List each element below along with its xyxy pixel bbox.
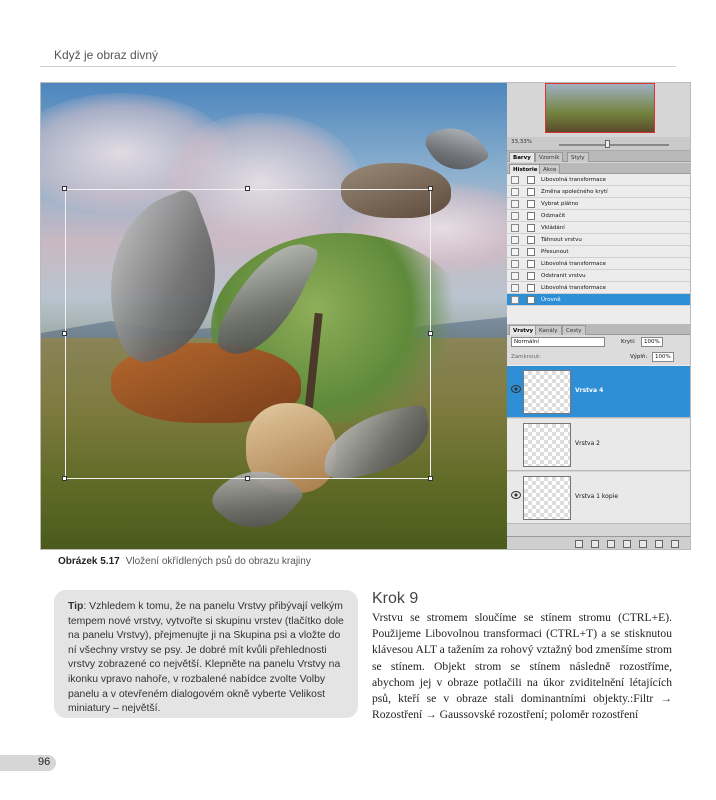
checkbox-icon[interactable] (511, 284, 519, 292)
history-item[interactable] (507, 246, 691, 258)
checkbox-icon[interactable] (511, 248, 519, 256)
figure-screenshot (40, 82, 691, 550)
history-item-selected[interactable] (507, 294, 691, 306)
history-item-label: Změna společného krytí (541, 189, 608, 195)
history-item-label: Libovolná transformace (541, 285, 606, 291)
lock-label: Zamknout: (511, 354, 542, 360)
folder-icon[interactable] (639, 540, 647, 548)
history-item[interactable] (507, 282, 691, 294)
caption-text: Vložení okřídlených psů do obrazu krajiny (125, 556, 311, 567)
levels-icon (527, 296, 535, 304)
tab-barvy[interactable]: Barvy (509, 152, 535, 162)
transform-bounding-box[interactable] (65, 189, 431, 479)
transform-handle[interactable] (62, 331, 67, 336)
zoom-value[interactable]: 33,33% (511, 139, 532, 145)
history-item-label: Odznačit (541, 213, 566, 219)
history-item[interactable] (507, 270, 691, 282)
new-layer-icon[interactable] (655, 540, 663, 548)
tab-akce[interactable]: Akce (539, 164, 560, 174)
adjustment-icon[interactable] (623, 540, 631, 548)
transform-handle[interactable] (428, 186, 433, 191)
figure-caption (58, 556, 311, 567)
transform-handle[interactable] (62, 186, 67, 191)
history-item[interactable] (507, 198, 691, 210)
zoom-slider-track[interactable] (559, 144, 669, 146)
history-item-label: Přesunout (541, 249, 569, 255)
checkbox-icon[interactable] (511, 176, 519, 184)
tip-lead: Tip (68, 601, 84, 612)
history-item[interactable] (507, 234, 691, 246)
history-item-label: Vybrat plátno (541, 201, 579, 207)
tab-vrstvy[interactable]: Vrstvy (509, 325, 537, 335)
zoom-slider-knob[interactable] (605, 140, 610, 148)
navigator-thumbnail[interactable] (545, 83, 655, 133)
tip-text: : Vzhledem k tomu, že na panelu Vrstvy přibývají velkým tempem nové vrstvy, vytvořte si skupinu vrstev (tlačítko dole na panelu Vrstvy), přejmenujte ji na Skupina psi a vložte do ní všechny vrstvy se psy. Je dobré mít kvůli přehlednosti vrstvy zobrazené co největší. Klepněte na panelu Vrstvy na ikonku vpravo nahoře, v rozbalené nabídce zvolte Volby panelu a v otevřeném dialogovém okně vyberte Velikost miniatury – největší. (68, 601, 344, 715)
checkbox-icon[interactable] (511, 188, 519, 196)
layer-thumbnail (523, 423, 571, 467)
layers-bottom-bar (507, 536, 691, 550)
history-item-label: Úrovně (541, 297, 561, 303)
tab-cesty[interactable]: Cesty (562, 325, 586, 335)
history-step-icon (527, 188, 535, 196)
trash-icon[interactable] (671, 540, 679, 548)
fill-field[interactable]: 100% (652, 352, 674, 362)
checkbox-icon[interactable] (511, 224, 519, 232)
checkbox-icon[interactable] (511, 272, 519, 280)
tab-vzornik[interactable]: Vzorník (535, 152, 563, 162)
eye-icon[interactable] (511, 385, 521, 393)
history-item[interactable] (507, 258, 691, 270)
checkbox-icon[interactable] (511, 260, 519, 268)
history-item-label: Táhnout vrstvu (541, 237, 582, 243)
history-step-icon (527, 224, 535, 232)
opacity-field[interactable]: 100% (641, 337, 663, 347)
layer-thumbnail (523, 476, 571, 520)
history-step-icon (527, 260, 535, 268)
checkbox-icon[interactable] (511, 212, 519, 220)
transform-handle[interactable] (428, 331, 433, 336)
transform-handle[interactable] (428, 476, 433, 481)
history-step-icon (527, 176, 535, 184)
layer-row[interactable] (507, 419, 691, 471)
header-rule (40, 66, 676, 67)
eye-icon[interactable] (511, 491, 521, 499)
history-step-icon (527, 272, 535, 280)
layer-row[interactable] (507, 472, 691, 524)
tab-historie[interactable]: Historie (509, 164, 542, 174)
checkbox-icon[interactable] (511, 296, 519, 304)
tabbar-history (507, 163, 691, 174)
history-item-label: Odstranit vrstvu (541, 273, 586, 279)
history-item[interactable] (507, 174, 691, 186)
history-step-icon (527, 212, 535, 220)
transform-handle[interactable] (245, 186, 250, 191)
caption-label: Obrázek 5.17 (58, 556, 120, 567)
tabbar-layers (507, 324, 691, 335)
layer-name: Vrstva 2 (575, 440, 601, 447)
mask-icon[interactable] (607, 540, 615, 548)
history-item-label: Libovolná transformace (541, 177, 606, 183)
link-icon[interactable] (575, 540, 583, 548)
photoshop-panels (507, 83, 691, 550)
layers-options (507, 335, 691, 365)
layer-name: Vrstva 1 kopie (575, 493, 619, 500)
history-item[interactable] (507, 222, 691, 234)
layer-name: Vrstva 4 (575, 387, 604, 394)
history-item-label: Libovolná transformace (541, 261, 606, 267)
tabbar-color (507, 151, 691, 162)
opacity-label: Krytí: (621, 339, 636, 345)
step-title: Krok 9 (372, 590, 419, 607)
step-body: Vrstvu se stromem sloučíme se stínem stromu (CTRL+E). Použijeme Libovolnou transformaci (CTRL+T) a se stisknutou klávesou ALT a tažením za rohový vztažný bod zmenšíme strom se stínem. Objekt strom se stínem následně rozostříme, abychom jej v obraze potlačili na úkor zviditelnění létajících psů, kteří se v obraze stali dominantními objekty.:Filtr → Rozostření → Gaussovské rozostření; poloměr rozostření (372, 611, 672, 722)
checkbox-icon[interactable] (511, 236, 519, 244)
fx-icon[interactable] (591, 540, 599, 548)
blend-mode-select[interactable]: Normální (511, 337, 605, 347)
layer-row-selected[interactable] (507, 366, 691, 418)
transform-handle[interactable] (62, 476, 67, 481)
checkbox-icon[interactable] (511, 200, 519, 208)
fill-label: Výplň: (630, 354, 648, 360)
tab-styly[interactable]: Styly (567, 152, 589, 162)
history-item[interactable] (507, 186, 691, 198)
page-number: 96 (38, 756, 51, 768)
running-head: Když je obraz divný (54, 48, 159, 62)
history-item[interactable] (507, 210, 691, 222)
history-step-icon (527, 236, 535, 244)
history-item-label: Vkládání (541, 225, 565, 231)
tip-box (54, 590, 358, 718)
navigator-zoom (507, 137, 691, 151)
canvas-photo (41, 83, 507, 550)
tab-kanaly[interactable]: Kanály (535, 325, 562, 335)
history-step-icon (527, 200, 535, 208)
move-tool-icon (527, 248, 535, 256)
history-step-icon (527, 284, 535, 292)
layer-thumbnail (523, 370, 571, 414)
transform-handle[interactable] (245, 476, 250, 481)
